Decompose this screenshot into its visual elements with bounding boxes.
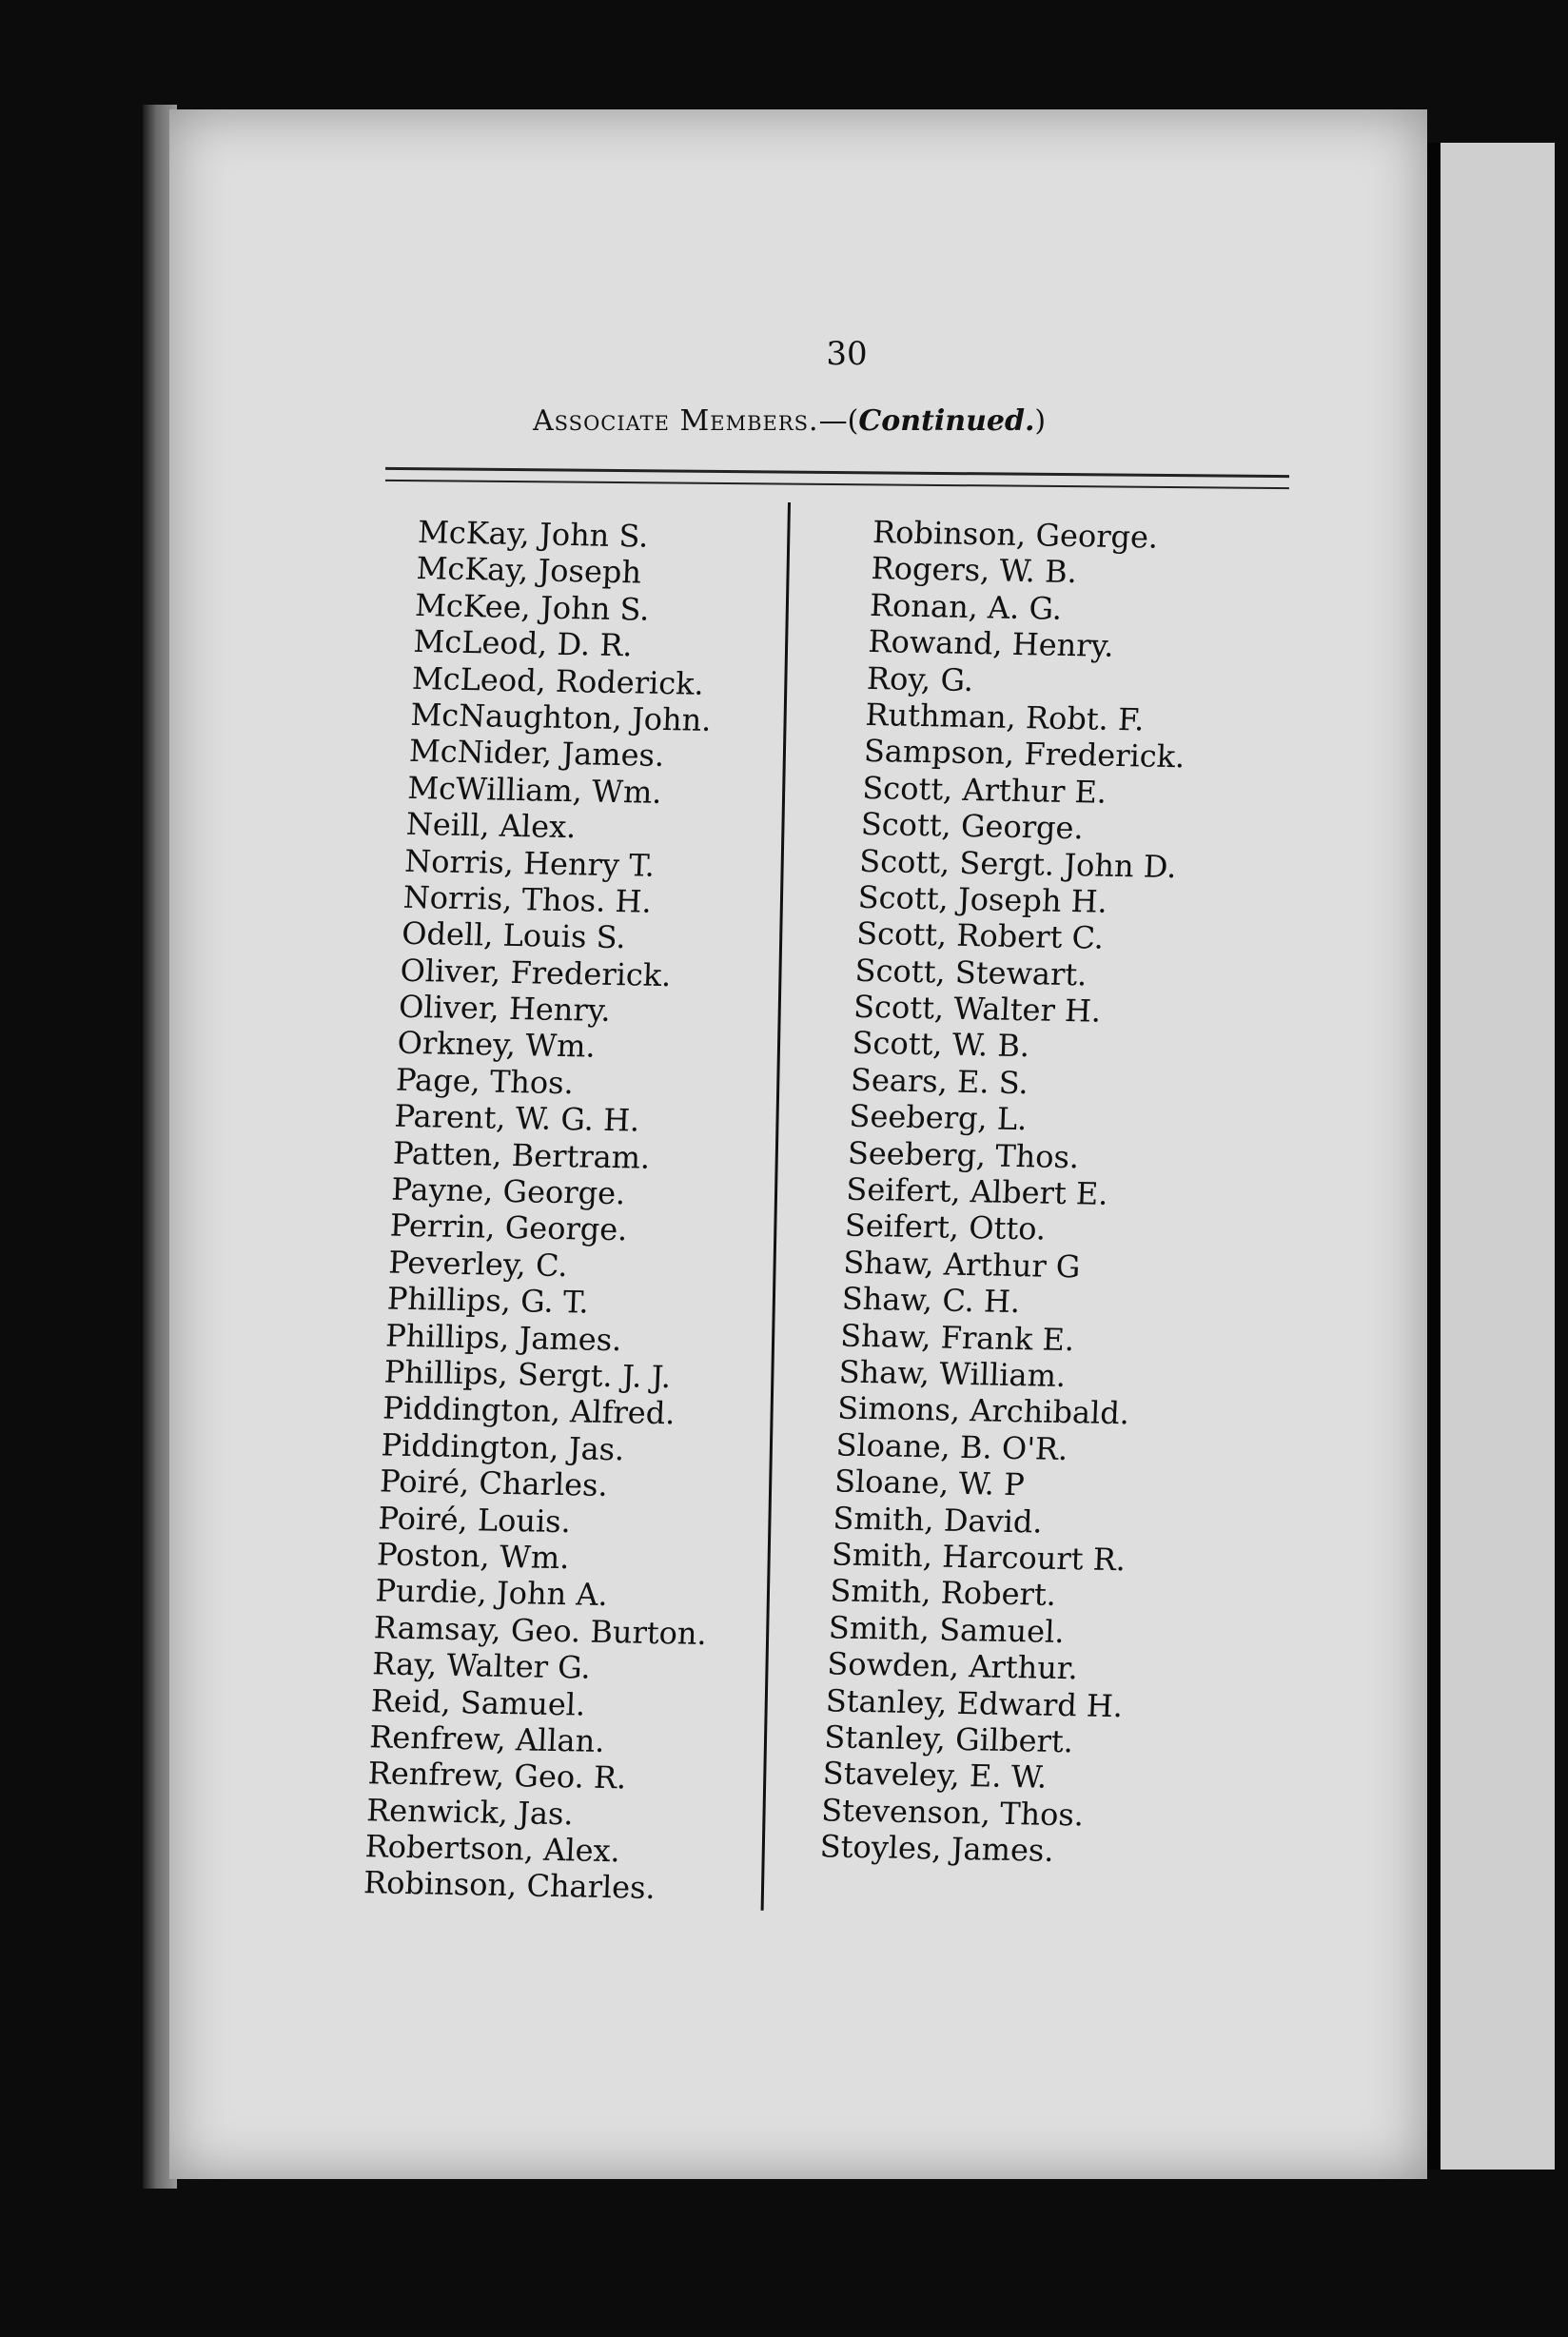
member-name: Stanley, Gilbert.	[823, 1718, 1074, 1760]
member-name: Rogers, W. B.	[870, 550, 1078, 591]
member-name: Smith, Harcourt R.	[831, 1536, 1127, 1579]
member-name: Smith, Samuel.	[828, 1609, 1066, 1650]
member-name: Seeberg, L.	[848, 1097, 1029, 1138]
member-name: Seifert, Albert E.	[845, 1170, 1109, 1212]
member-name: Smith, Robert.	[829, 1572, 1057, 1614]
member-name: Roy, G.	[866, 659, 974, 698]
member-name: Scott, Joseph H.	[857, 878, 1108, 920]
member-name: Stoyles, James.	[818, 1828, 1055, 1869]
member-name: Staveley, E. W.	[822, 1755, 1048, 1797]
heading-dash: —(	[818, 404, 859, 438]
member-name: Reid, Samuel.	[370, 1681, 587, 1723]
member-name: McKee, John S.	[414, 586, 651, 628]
member-name: Poiré, Charles.	[379, 1463, 609, 1504]
member-name: Sowden, Arthur.	[826, 1645, 1079, 1687]
member-name: Sears, E. S.	[850, 1061, 1029, 1102]
member-name: Renwick, Jas.	[365, 1791, 575, 1833]
member-name: Sampson, Frederick.	[863, 733, 1186, 776]
member-name: Scott, Sergt. John D.	[858, 842, 1178, 885]
member-name: Orkney, Wm.	[396, 1025, 597, 1066]
member-name: Neill, Alex.	[405, 805, 578, 846]
member-name: Scott, Arthur E.	[861, 769, 1107, 811]
member-name: Purdie, John A.	[374, 1572, 609, 1614]
member-name: Seifert, Otto.	[844, 1207, 1047, 1248]
member-name: Renfrew, Allan.	[368, 1718, 606, 1759]
page-heading	[533, 404, 1199, 438]
member-name: Scott, Stewart.	[853, 952, 1088, 993]
member-name: Ray, Walter G.	[371, 1645, 592, 1686]
member-name: Ronan, A. G.	[869, 586, 1063, 627]
member-name: McKay, John S.	[417, 514, 650, 555]
member-name: Odell, Louis S.	[401, 915, 627, 956]
member-name: Payne, George.	[390, 1170, 627, 1212]
member-name: McNaughton, John.	[409, 696, 713, 738]
member-name: Sloane, B. O'R.	[834, 1426, 1068, 1467]
right-column	[819, 514, 1194, 1871]
member-name: Page, Thos.	[395, 1061, 575, 1102]
member-name: Scott, Walter H.	[853, 988, 1102, 1030]
member-name: Shaw, William.	[838, 1353, 1067, 1395]
member-name: Phillips, G. T.	[386, 1280, 590, 1321]
member-name: Piddington, Jas.	[380, 1426, 626, 1468]
member-name: Robertson, Alex.	[363, 1828, 621, 1870]
member-name: Stanley, Edward H.	[825, 1681, 1124, 1724]
member-name: Perrin, George.	[389, 1207, 629, 1248]
member-name: Scott, Robert C.	[855, 915, 1105, 957]
member-name: Ruthman, Robt. F.	[864, 696, 1146, 738]
member-name: Poiré, Louis.	[377, 1499, 572, 1540]
member-name: McWilliam, Wm.	[406, 769, 663, 811]
member-name: Scott, W. B.	[851, 1025, 1030, 1065]
member-name: McLeod, Roderick.	[411, 659, 705, 702]
member-name: Sloane, W. P	[833, 1463, 1026, 1503]
heading-close: )	[1034, 404, 1047, 438]
member-name: Shaw, Frank E.	[839, 1317, 1075, 1358]
book-gutter	[1427, 143, 1441, 2170]
member-name: Oliver, Frederick.	[399, 952, 673, 993]
left-column	[363, 514, 751, 1908]
member-name: McLeod, D. R.	[412, 623, 634, 664]
member-name: Stevenson, Thos.	[820, 1791, 1085, 1834]
member-name: Shaw, Arthur G	[842, 1244, 1082, 1286]
member-name: Ramsay, Geo. Burton.	[373, 1609, 708, 1652]
member-name: Oliver, Henry.	[398, 988, 612, 1030]
member-name: Phillips, Sergt. J. J.	[383, 1353, 672, 1396]
heading-title: Associate Members.	[533, 404, 819, 438]
member-name: Peverley, C.	[387, 1244, 569, 1284]
member-name: Parent, W. G. H.	[393, 1097, 640, 1139]
member-name: Shaw, C. H.	[841, 1280, 1021, 1321]
member-name: Smith, David.	[832, 1499, 1044, 1541]
member-name: Poston, Wm.	[376, 1536, 571, 1577]
member-name: McNider, James.	[408, 733, 665, 775]
member-name: Rowand, Henry.	[867, 623, 1115, 665]
member-name: Norris, Henry T.	[403, 842, 656, 884]
member-name: Norris, Thos. H.	[402, 878, 653, 920]
member-name: Piddington, Alfred.	[382, 1389, 676, 1432]
member-name: Robinson, Charles.	[363, 1864, 657, 1907]
heading-continued: Continued.	[858, 404, 1035, 438]
page-number: 30	[826, 335, 868, 373]
member-name: Simons, Archibald.	[836, 1389, 1130, 1432]
member-name: McKay, Joseph	[415, 550, 642, 591]
member-name: Scott, George.	[860, 805, 1085, 847]
facing-page	[1441, 143, 1555, 2170]
member-name: Patten, Bertram.	[392, 1134, 652, 1176]
member-name: Renfrew, Geo. R.	[367, 1755, 628, 1797]
member-name: Seeberg, Thos.	[847, 1134, 1080, 1175]
member-name: Robinson, George.	[872, 514, 1159, 556]
member-name: Phillips, James.	[384, 1317, 623, 1358]
